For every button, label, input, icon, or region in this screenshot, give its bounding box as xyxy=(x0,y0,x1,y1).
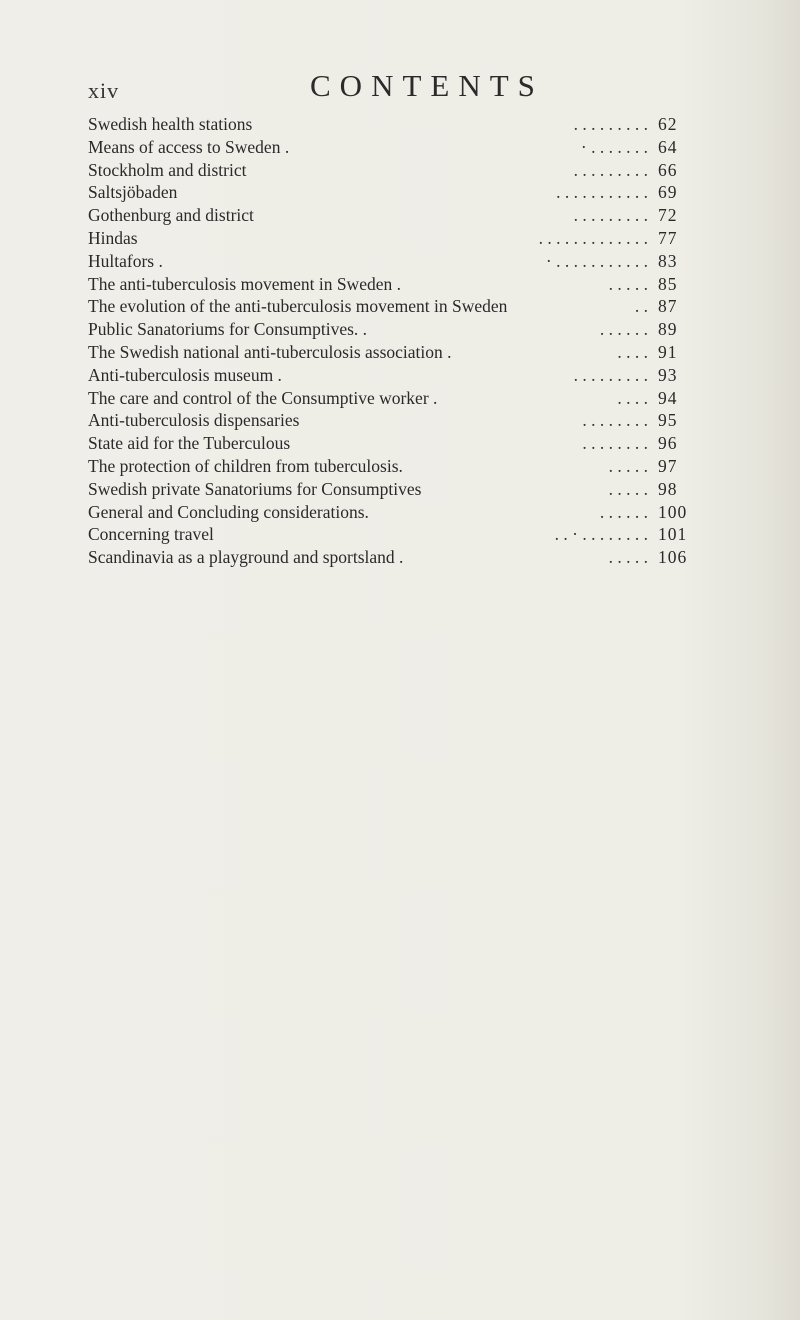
toc-entry-page: 62 xyxy=(658,114,678,134)
toc-entry-title: Concerning travel xyxy=(88,524,214,545)
toc-leader-dots: . . . . xyxy=(617,341,648,362)
toc-entry-page: 106 xyxy=(658,547,688,568)
table-of-contents xyxy=(88,113,714,569)
toc-entry-page: 87 xyxy=(658,296,678,317)
toc-entry xyxy=(88,409,714,432)
toc-entry-title: State aid for the Tuberculous xyxy=(88,433,291,454)
toc-leader-dots: . . . . . . . . . xyxy=(573,159,648,180)
toc-entry-title: The protection of children from tuberculosis. xyxy=(88,455,403,476)
toc-entry xyxy=(88,181,714,204)
toc-leader-dots: . . . . . xyxy=(608,478,648,499)
toc-entry xyxy=(88,341,714,364)
toc-leader-dots: . . . . . xyxy=(608,455,648,476)
toc-entry-page: 66 xyxy=(658,159,678,180)
toc-leader-dots: . . xyxy=(634,296,648,317)
toc-entry-title: The Swedish national anti-tuberculosis association . xyxy=(88,341,452,362)
toc-entry xyxy=(88,295,714,318)
toc-entry xyxy=(88,318,714,341)
toc-entry-page: 64 xyxy=(658,136,678,157)
toc-entry-title: Swedish private Sanatoriums for Consumptives xyxy=(88,478,422,499)
toc-leader-dots: . . . . . . . . . xyxy=(573,205,648,226)
toc-entry xyxy=(88,136,714,159)
toc-leader-dots: . . . . . . xyxy=(599,319,648,340)
toc-entry-title: Saltsjöbaden xyxy=(88,182,178,203)
toc-entry-page: 77 xyxy=(658,227,678,248)
toc-entry-title: The anti-tuberculosis movement in Sweden . xyxy=(88,273,401,294)
toc-leader-dots: . . . . . . . . . . . . . xyxy=(538,227,648,248)
toc-leader-dots: . . . . . . . . xyxy=(582,410,648,431)
toc-entry-title: Anti-tuberculosis museum . xyxy=(88,364,282,385)
toc-entry-page: 98 xyxy=(658,478,678,499)
toc-entry-title: Scandinavia as a playground and sportsland . xyxy=(88,547,404,568)
toc-entry xyxy=(88,501,714,524)
page-title: CONTENTS xyxy=(310,68,544,103)
toc-entry-title: Means of access to Sweden . xyxy=(88,136,290,157)
toc-leader-dots: . . . . . xyxy=(608,547,648,568)
toc-entry xyxy=(88,523,714,546)
toc-entry xyxy=(88,204,714,227)
toc-entry xyxy=(88,387,714,410)
toc-entry-title: Anti-tuberculosis dispensaries xyxy=(88,410,300,431)
toc-entry-title: Public Sanatoriums for Consumptives. . xyxy=(88,319,368,340)
toc-entry xyxy=(88,432,714,455)
toc-entry-title: Gothenburg and district xyxy=(88,205,254,226)
toc-entry xyxy=(88,273,714,296)
toc-entry-title: The care and control of the Consumptive worker . xyxy=(88,387,438,408)
toc-entry-page: 69 xyxy=(658,182,678,203)
toc-entry xyxy=(88,546,714,569)
toc-entry xyxy=(88,455,714,478)
toc-entry-page: 94 xyxy=(658,387,678,408)
toc-leader-dots: · . . . . . . . . . . . xyxy=(545,250,648,271)
toc-leader-dots: . . . . . . xyxy=(599,501,648,522)
toc-entry-title: Hindas xyxy=(88,227,138,248)
toc-entry xyxy=(88,250,714,273)
toc-leader-dots: . . . . . . . . . . . xyxy=(556,182,648,203)
toc-entry-page: 72 xyxy=(658,205,678,226)
toc-entry xyxy=(88,478,714,501)
toc-leader-dots: . . . . xyxy=(617,387,648,408)
toc-leader-dots: · . . . . . . . xyxy=(580,136,648,157)
toc-leader-dots: . . . . . xyxy=(608,273,648,294)
toc-entry-title: Stockholm and district xyxy=(88,159,247,180)
toc-entry-title: Swedish health stations xyxy=(88,114,253,134)
toc-entry-page: 85 xyxy=(658,273,678,294)
toc-entry xyxy=(88,227,714,250)
toc-entry-page: 91 xyxy=(658,341,678,362)
toc-entry-page: 93 xyxy=(658,364,678,385)
toc-leader-dots: . . . . . . . . xyxy=(582,433,648,454)
toc-entry xyxy=(88,113,714,136)
toc-leader-dots: . . · . . . . . . . . xyxy=(554,524,648,545)
toc-entry-title: Hultafors . xyxy=(88,250,163,271)
toc-entry xyxy=(88,364,714,387)
toc-entry-page: 100 xyxy=(658,501,688,522)
toc-entry-title: The evolution of the anti-tuberculosis movement in Sweden xyxy=(88,296,508,317)
toc-entry-page: 89 xyxy=(658,319,678,340)
page-header xyxy=(88,68,718,108)
toc-leader-dots: . . . . . . . . . xyxy=(573,364,648,385)
toc-entry-page: 83 xyxy=(658,250,678,271)
toc-entry-page: 96 xyxy=(658,433,678,454)
toc-entry-page: 101 xyxy=(658,524,688,545)
toc-leader-dots: . . . . . . . . . xyxy=(573,114,648,134)
toc-entry xyxy=(88,159,714,182)
toc-entry-page: 97 xyxy=(658,455,678,476)
toc-entry-page: 95 xyxy=(658,410,678,431)
toc-entry-title: General and Concluding considerations. xyxy=(88,501,369,522)
page-number: xiv xyxy=(88,78,120,103)
